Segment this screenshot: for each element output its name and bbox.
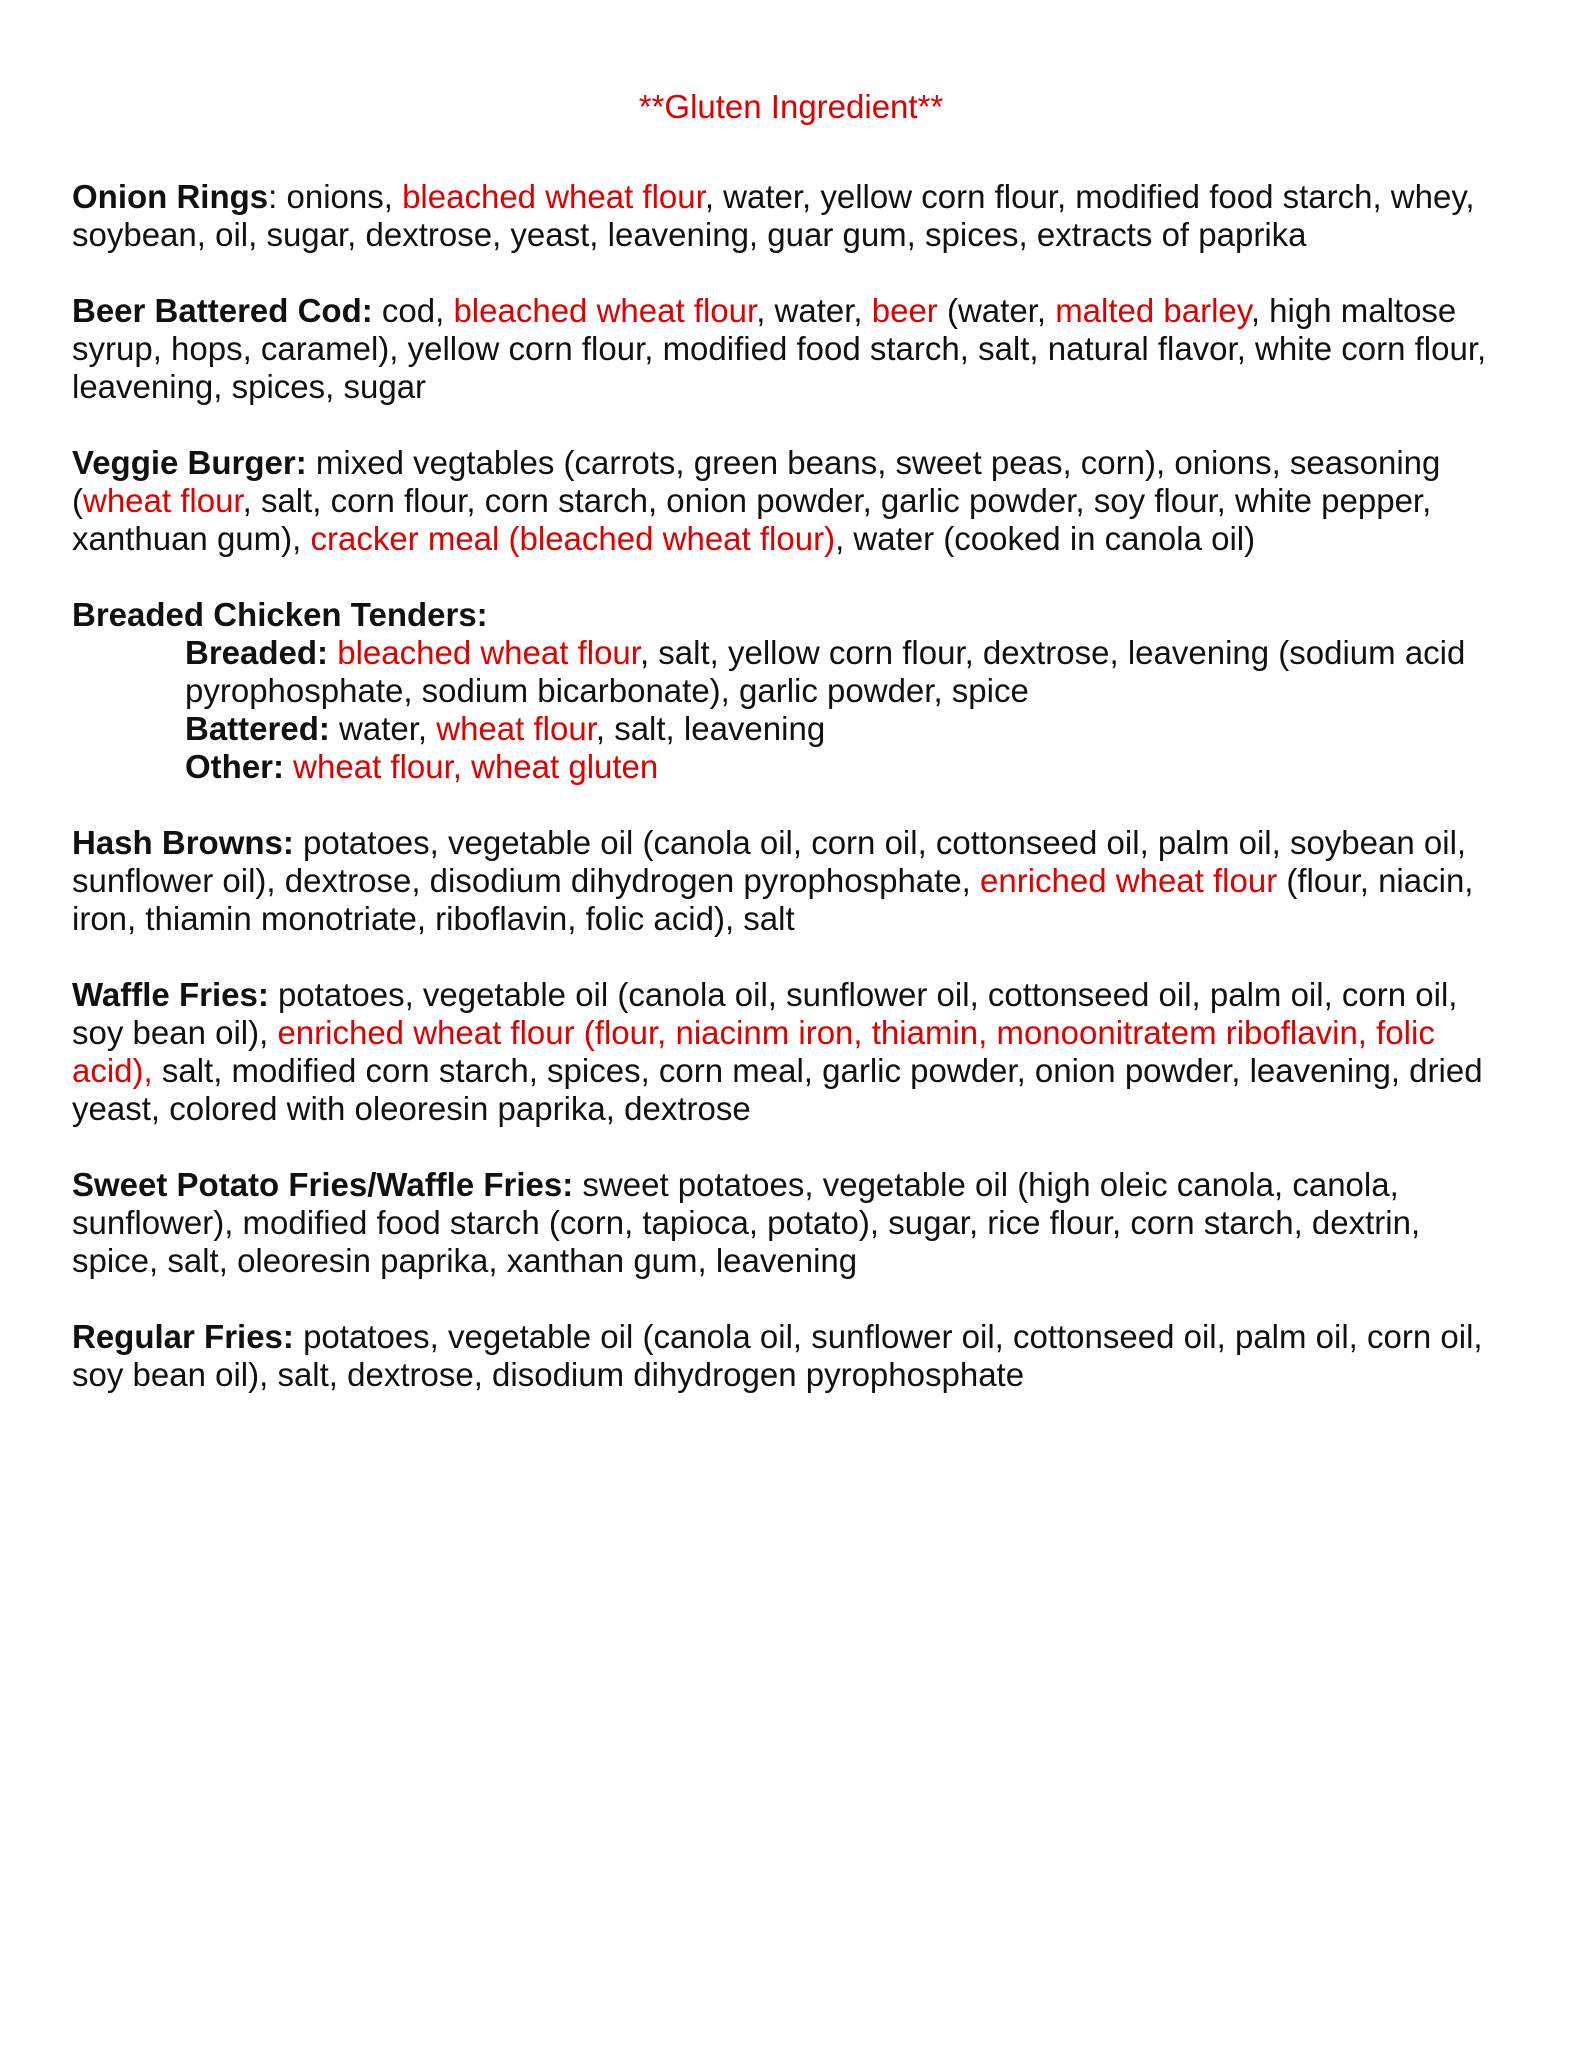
section-sweet-potato-fries xyxy=(72,1166,1510,1280)
item-name: Waffle Fries: xyxy=(72,976,269,1013)
item-name: Veggie Burger: xyxy=(72,444,307,481)
subitem-name: Other: xyxy=(185,748,284,785)
item-name: Regular Fries: xyxy=(72,1318,294,1355)
ingredient-text: : onions, xyxy=(268,178,403,215)
gluten-ingredient: cracker meal (bleached wheat flour) xyxy=(310,520,836,557)
gluten-ingredient: enriched wheat flour xyxy=(980,862,1278,899)
section-veggie-burger xyxy=(72,444,1510,558)
ingredient-text xyxy=(328,634,337,671)
ingredient-text: , water (cooked in canola oil) xyxy=(835,520,1256,557)
gluten-ingredient: wheat flour, wheat gluten xyxy=(293,748,659,785)
ingredient-text: sweet potatoes, vegetable oil (high oleic canola, canola, sunflower), modified food starch (corn, tapioca, potato), sugar, rice flour, corn starch, dextrin, spice, salt, oleoresin paprika, xanthan gum, leavening xyxy=(72,1166,1421,1279)
gluten-ingredient: beer xyxy=(871,292,938,329)
gluten-ingredient: bleached wheat flour xyxy=(453,292,757,329)
item-name: Onion Rings xyxy=(72,178,269,215)
ingredient-text: potatoes, vegetable oil (canola oil, corn oil, cottonseed oil, palm oil, soybean oil, sunflower oil), dextrose, disodium dihydrogen pyrophosphate, xyxy=(72,824,1467,899)
ingredient-text: , salt, leavening xyxy=(595,710,826,747)
ingredient-text: , high maltose syrup, hops, caramel), yellow corn flour, modified food starch, salt, natural flavor, white corn flour, leavening, spices, sugar xyxy=(72,292,1487,405)
ingredient-text: , salt, corn flour, corn starch, onion powder, garlic powder, soy flour, white pepper, xanthuan gum), xyxy=(72,482,1432,557)
section-onion-rings xyxy=(72,178,1510,254)
ingredient-text: (water, xyxy=(937,292,1056,329)
ingredient-text: mixed vegtables (carrots, green beans, sweet peas, corn), onions, seasoning ( xyxy=(72,444,1441,519)
subitem-name: Breaded: xyxy=(185,634,329,671)
item-name: Beer Battered Cod: xyxy=(72,292,373,329)
ingredient-text: (flour, niacin, iron, thiamin monotriate, riboflavin, folic acid), salt xyxy=(72,862,1474,937)
subsection-breaded xyxy=(72,634,1510,710)
gluten-ingredient: bleached wheat flour xyxy=(337,634,640,671)
subsection-other xyxy=(72,748,1510,786)
ingredient-text: , water, yellow corn flour, modified food starch, whey, soybean, oil, sugar, dextrose, yeast, leavening, guar gum, spices, extracts of paprika xyxy=(72,178,1475,253)
gluten-ingredient: bleached wheat flour xyxy=(402,178,705,215)
ingredient-text: , salt, yellow corn flour, dextrose, leavening (sodium acid pyrophosphate, sodium bicarbonate), garlic powder, spice xyxy=(185,634,1466,709)
ingredient-text xyxy=(284,748,293,785)
ingredient-text: potatoes, vegetable oil (canola oil, sunflower oil, cottonseed oil, palm oil, corn oil, soy bean oil), salt, dextrose, disodium dihydrogen pyrophosphate xyxy=(72,1318,1483,1393)
gluten-ingredient: wheat flour xyxy=(83,482,243,519)
section-breaded-chicken-tenders xyxy=(72,596,1510,786)
gluten-ingredient: enriched wheat flour (flour, niacinm iron, thiamin, monoonitratem riboflavin, folic acid), xyxy=(72,1014,1435,1089)
subitem-name: Battered: xyxy=(185,710,330,747)
ingredient-text: salt, modified corn starch, spices, corn meal, garlic powder, onion powder, leavening, dried yeast, colored with oleoresin paprika, dextrose xyxy=(72,1052,1483,1127)
item-name: Breaded Chicken Tenders: xyxy=(72,596,488,633)
ingredient-text: cod, xyxy=(372,292,454,329)
ingredient-text: water, xyxy=(329,710,437,747)
item-name: Hash Browns: xyxy=(72,824,294,861)
subsection-battered xyxy=(72,710,1510,748)
ingredient-text: , water, xyxy=(756,292,872,329)
ingredient-text: potatoes, vegetable oil (canola oil, sunflower oil, cottonseed oil, palm oil, corn oil, soy bean oil), xyxy=(72,976,1458,1051)
gluten-ingredient: malted barley xyxy=(1055,292,1251,329)
section-regular-fries xyxy=(72,1318,1510,1394)
item-name: Sweet Potato Fries/Waffle Fries: xyxy=(72,1166,574,1203)
section-waffle-fries xyxy=(72,976,1510,1128)
page-title: **Gluten Ingredient** xyxy=(638,88,944,125)
section-hash-browns xyxy=(72,824,1510,938)
section-beer-battered-cod xyxy=(72,292,1510,406)
gluten-ingredient: wheat flour xyxy=(436,710,596,747)
